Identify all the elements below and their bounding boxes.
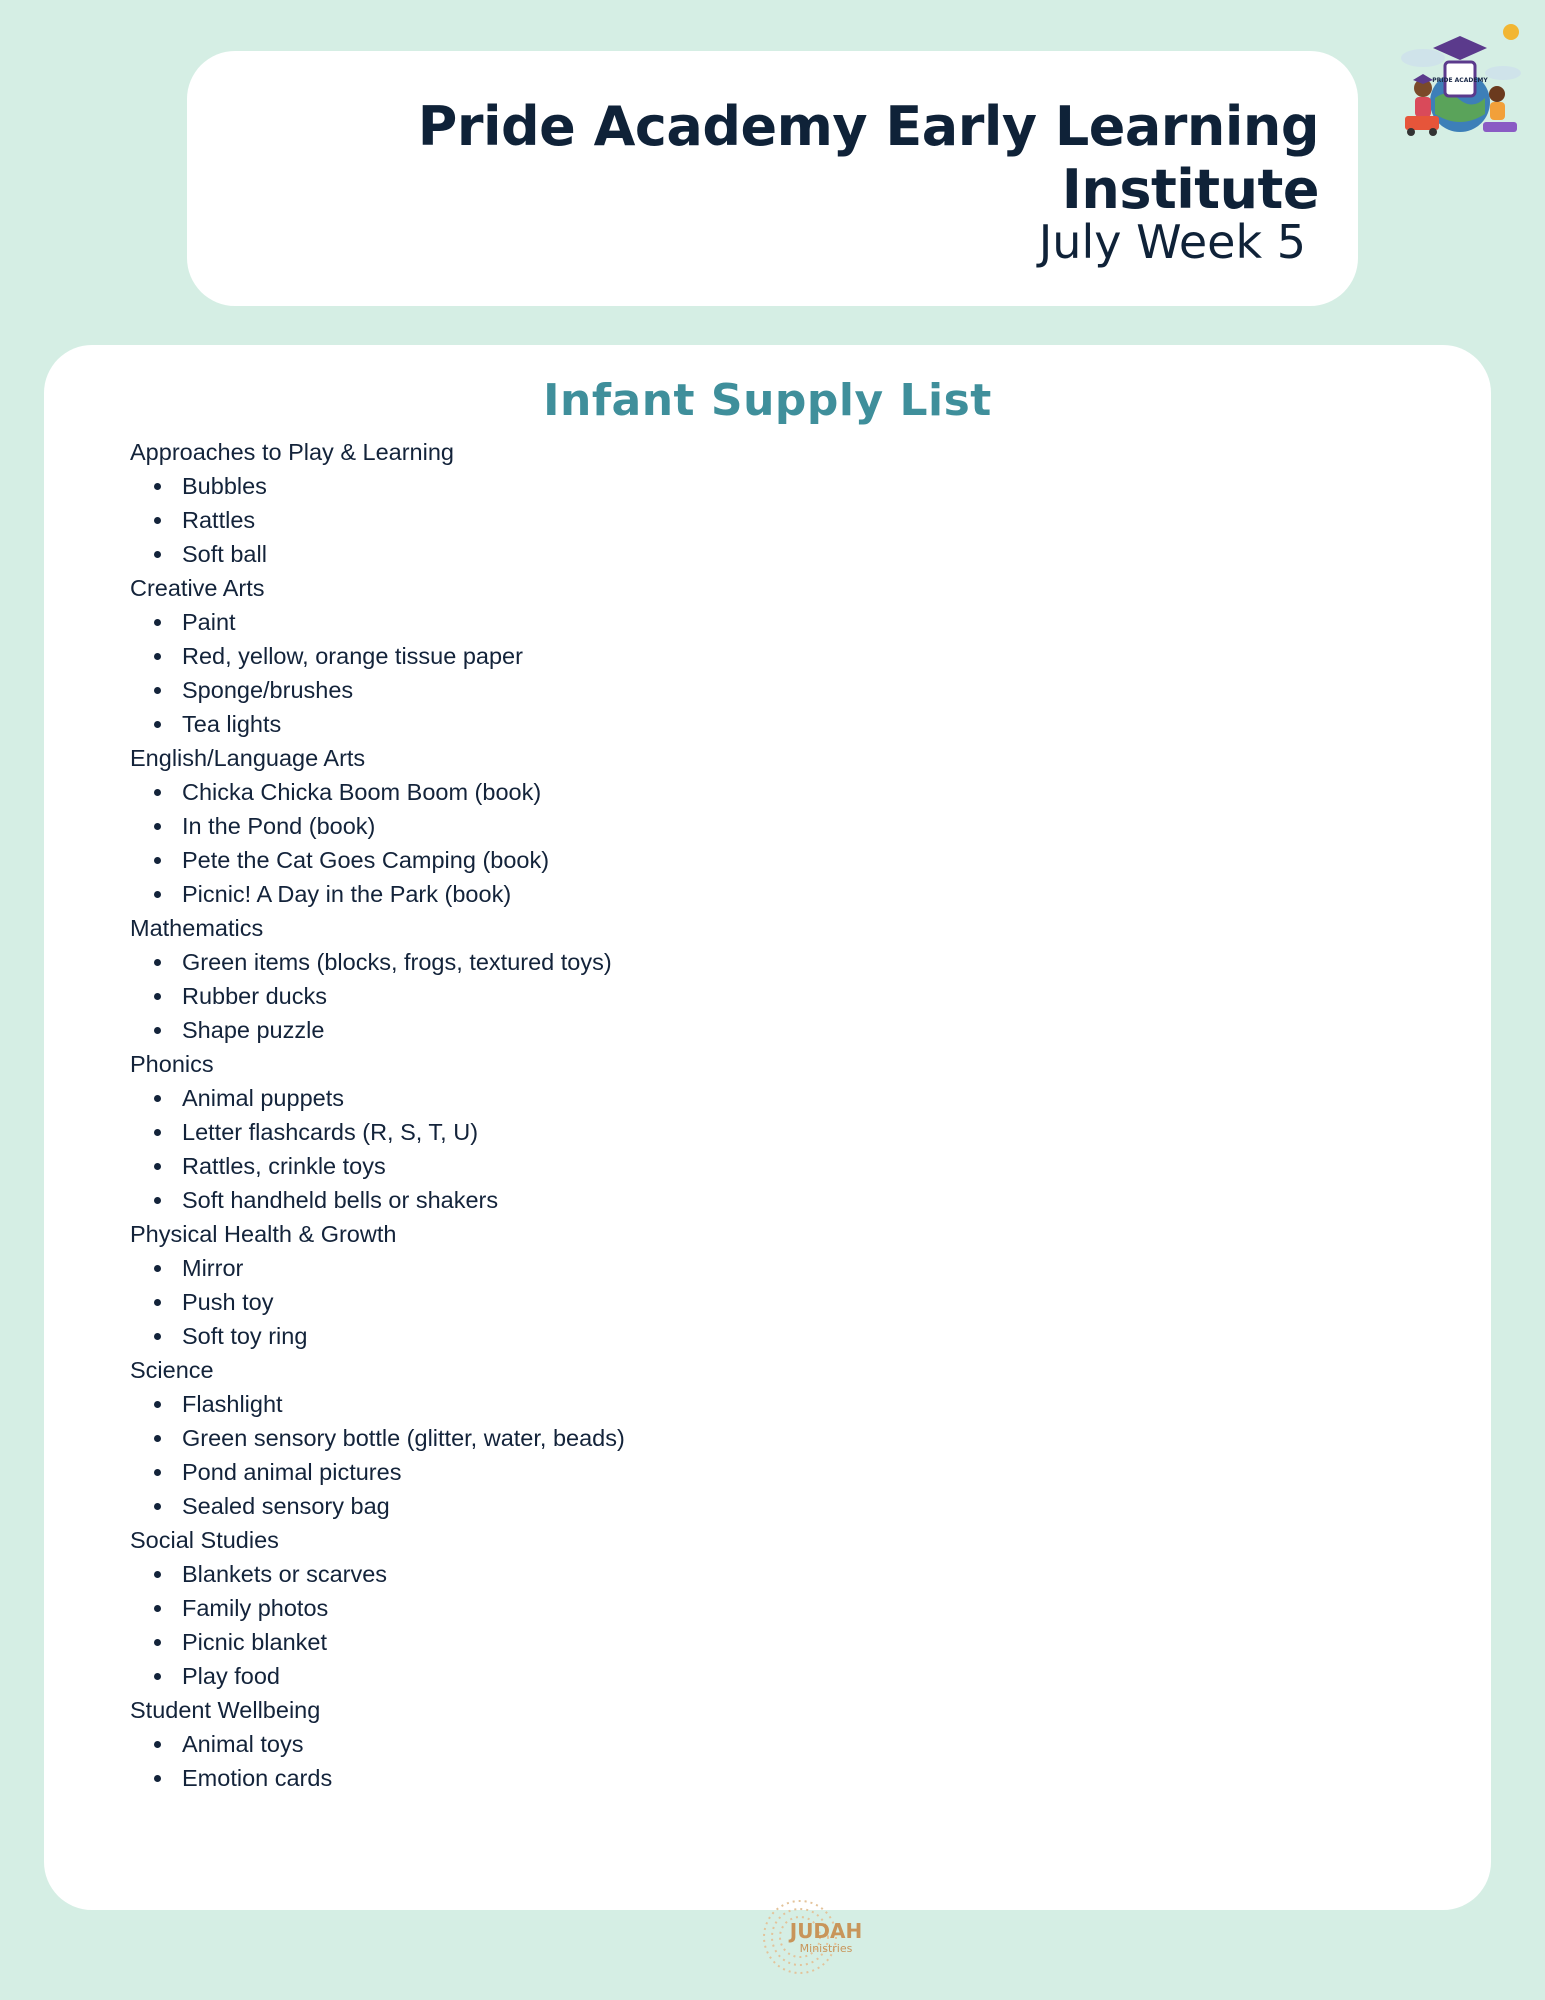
supply-item: Rubber ducks <box>130 979 625 1013</box>
supply-item: Picnic blanket <box>130 1625 625 1659</box>
category-heading: Mathematics <box>130 915 264 941</box>
supply-item: Paint <box>130 605 625 639</box>
supply-item: Picnic! A Day in the Park (book) <box>130 877 625 911</box>
category-section <box>130 1523 625 1693</box>
supply-item: Green sensory bottle (glitter, water, beads) <box>130 1421 625 1455</box>
supply-item: Soft handheld bells or shakers <box>130 1183 625 1217</box>
category-section <box>130 1353 625 1523</box>
item-list <box>130 945 625 1047</box>
supply-item: In the Pond (book) <box>130 809 625 843</box>
category-section <box>130 1047 625 1217</box>
item-list <box>130 469 625 571</box>
item-list <box>130 605 625 741</box>
supply-list-card <box>44 345 1491 1910</box>
category-list <box>130 435 625 1795</box>
list-title: Infant Supply List <box>543 375 992 426</box>
category-heading: Student Wellbeing <box>130 1697 321 1723</box>
supply-item: Emotion cards <box>130 1761 625 1795</box>
item-list <box>130 1387 625 1523</box>
category-section <box>130 741 625 911</box>
supply-item: Flashlight <box>130 1387 625 1421</box>
supply-item: Mirror <box>130 1251 625 1285</box>
supply-item: Rattles <box>130 503 625 537</box>
supply-item: Bubbles <box>130 469 625 503</box>
item-list <box>130 1727 625 1795</box>
category-heading: Social Studies <box>130 1527 279 1553</box>
supply-item: Sponge/brushes <box>130 673 625 707</box>
supply-item: Animal puppets <box>130 1081 625 1115</box>
supply-item: Red, yellow, orange tissue paper <box>130 639 625 673</box>
category-heading: Approaches to Play & Learning <box>130 439 454 465</box>
supply-item: Sealed sensory bag <box>130 1489 625 1523</box>
item-list <box>130 775 625 911</box>
supply-item: Blankets or scarves <box>130 1557 625 1591</box>
category-heading: Physical Health & Growth <box>130 1221 397 1247</box>
supply-item: Shape puzzle <box>130 1013 625 1047</box>
category-section <box>130 911 625 1047</box>
week-label: July Week 5 <box>1038 215 1306 269</box>
supply-item: Pond animal pictures <box>130 1455 625 1489</box>
supply-item: Soft ball <box>130 537 625 571</box>
supply-item: Animal toys <box>130 1727 625 1761</box>
category-heading: Creative Arts <box>130 575 265 601</box>
supply-item: Green items (blocks, frogs, textured toys) <box>130 945 625 979</box>
item-list <box>130 1557 625 1693</box>
supply-item: Tea lights <box>130 707 625 741</box>
category-heading: Phonics <box>130 1051 214 1077</box>
supply-item: Letter flashcards (R, S, T, U) <box>130 1115 625 1149</box>
header-card <box>187 51 1358 306</box>
category-heading: Science <box>130 1357 214 1383</box>
footer-logo-text: JUDAH <box>789 1919 863 1943</box>
item-list <box>130 1251 625 1353</box>
school-logo-icon <box>1393 18 1527 138</box>
footer-logo-subtext: Ministries <box>799 1942 853 1955</box>
supply-item: Chicka Chicka Boom Boom (book) <box>130 775 625 809</box>
logo-text: PRIDE ACADEMY <box>1432 77 1488 84</box>
supply-item: Push toy <box>130 1285 625 1319</box>
supply-item: Play food <box>130 1659 625 1693</box>
footer-logo-icon <box>760 1896 875 1978</box>
category-section <box>130 1217 625 1353</box>
supply-item: Rattles, crinkle toys <box>130 1149 625 1183</box>
supply-item: Pete the Cat Goes Camping (book) <box>130 843 625 877</box>
supply-item: Family photos <box>130 1591 625 1625</box>
category-section <box>130 571 625 741</box>
supply-item: Soft toy ring <box>130 1319 625 1353</box>
category-section <box>130 435 625 571</box>
category-section <box>130 1693 625 1795</box>
category-heading: English/Language Arts <box>130 745 366 771</box>
school-name: Pride Academy Early Learning Institute <box>417 95 1319 221</box>
item-list <box>130 1081 625 1217</box>
